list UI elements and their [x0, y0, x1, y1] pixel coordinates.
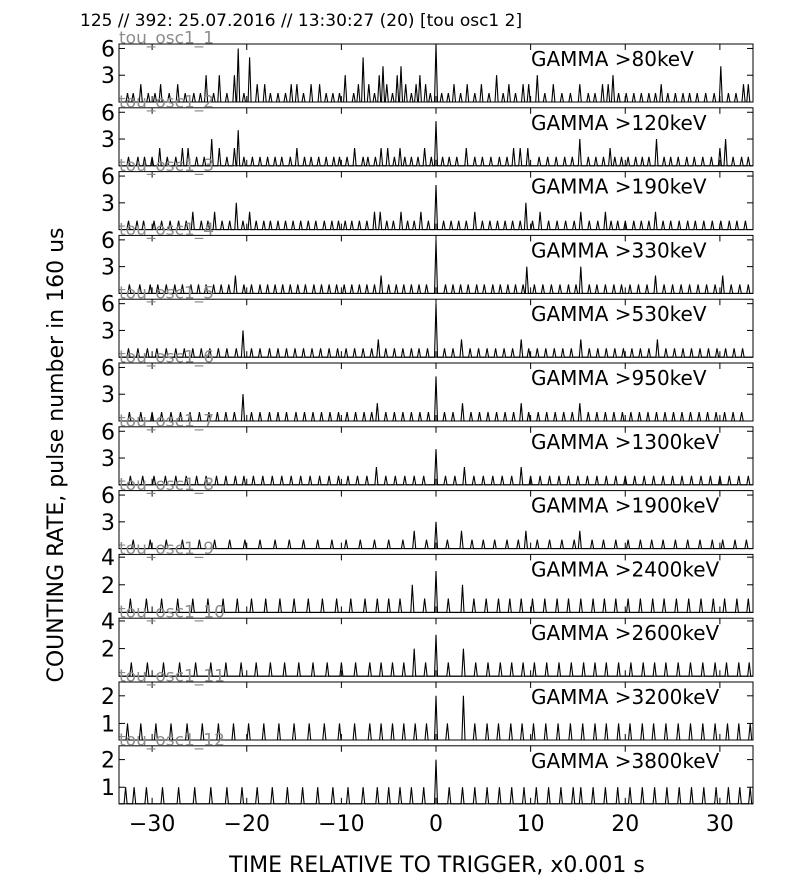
panel-12: [101, 730, 753, 804]
channel-name: tou_osc1_1: [119, 28, 215, 49]
y-tick-label: 3: [101, 64, 115, 90]
channel-name: tou_osc1_5: [119, 283, 215, 304]
x-tick-label: 20: [611, 811, 640, 837]
x-axis: [129, 812, 734, 837]
panel-label: GAMMA >2600keV: [531, 621, 720, 646]
channel-name: tou_osc1_9: [119, 538, 215, 559]
y-tick-label: 6: [101, 101, 115, 127]
y-tick-label: 3: [101, 128, 115, 154]
channel-name: tou_osc1_12: [119, 730, 225, 751]
panel-7: [101, 411, 753, 485]
y-tick-label: 6: [101, 228, 115, 254]
channel-name: tou_osc1_4: [119, 219, 215, 240]
panel-5: [101, 284, 753, 358]
x-tick-label: 0: [429, 811, 443, 837]
y-tick-label: 3: [101, 447, 115, 473]
x-tick-label: −10: [318, 811, 365, 837]
y-tick-label: 3: [101, 191, 115, 217]
y-tick-label: 2: [101, 684, 115, 710]
panel-3: [101, 156, 753, 230]
y-tick-label: 4: [101, 546, 115, 572]
y-tick-label: 2: [101, 573, 115, 599]
x-tick-label: 30: [705, 811, 734, 837]
y-tick-label: 6: [101, 165, 115, 191]
y-tick-label: 4: [101, 609, 115, 635]
panel-2: [101, 92, 753, 166]
y-tick-label: 6: [101, 356, 115, 382]
y-tick-label: 2: [101, 748, 115, 774]
panel-11: [101, 667, 753, 741]
channel-name: tou_osc1_8: [119, 475, 215, 496]
panel-4: [101, 220, 753, 294]
y-tick-label: 1: [101, 712, 115, 738]
panel-label: GAMMA >330keV: [531, 238, 707, 263]
y-tick-label: 6: [101, 484, 115, 510]
panel-10: [101, 603, 753, 677]
panel-6: [101, 348, 753, 422]
y-tick-label: 2: [101, 637, 115, 663]
panel-label: GAMMA >2400keV: [531, 557, 720, 582]
y-tick-label: 6: [101, 37, 115, 63]
y-tick-label: 3: [101, 255, 115, 281]
x-tick-label: 10: [516, 811, 545, 837]
y-tick-label: 3: [101, 510, 115, 536]
panel-label: GAMMA >530keV: [531, 302, 707, 327]
panel-label: GAMMA >120keV: [531, 110, 707, 135]
y-tick-label: 1: [101, 776, 115, 802]
channel-name: tou_osc1_3: [119, 156, 215, 177]
panel-label: GAMMA >1900keV: [531, 493, 720, 518]
channel-name: tou_osc1_11: [119, 666, 225, 687]
y-tick-label: 6: [101, 292, 115, 318]
y-axis-label: COUNTING RATE, pulse number in 160 us: [44, 227, 69, 683]
panel-1: [101, 29, 753, 103]
y-tick-label: 3: [101, 383, 115, 409]
panel-label: GAMMA >80keV: [531, 47, 694, 71]
panels-group: [101, 29, 753, 804]
channel-name: tou_osc1_6: [119, 347, 215, 368]
channel-name: tou_osc1_2: [119, 92, 215, 113]
panel-label: GAMMA >3800keV: [531, 748, 720, 773]
panel-label: GAMMA >3200keV: [531, 685, 720, 709]
channel-name: tou_osc1_10: [119, 602, 225, 623]
panel-8: [101, 475, 753, 548]
channel-name: tou_osc1_7: [119, 411, 215, 432]
chart-header: 125 // 392: 25.07.2016 // 13:30:27 (20) [tou osc1 2]: [80, 11, 523, 31]
y-tick-label: 3: [101, 319, 115, 345]
x-axis-label: TIME RELATIVE TO TRIGGER, x0.001 s: [229, 853, 645, 878]
panel-label: GAMMA >1300keV: [531, 429, 720, 454]
y-tick-label: 6: [101, 420, 115, 446]
panel-label: GAMMA >950keV: [531, 366, 707, 390]
panel-9: [101, 539, 753, 613]
x-tick-label: −20: [223, 811, 270, 837]
x-tick-label: −30: [128, 811, 176, 837]
panel-label: GAMMA >190keV: [531, 174, 707, 199]
